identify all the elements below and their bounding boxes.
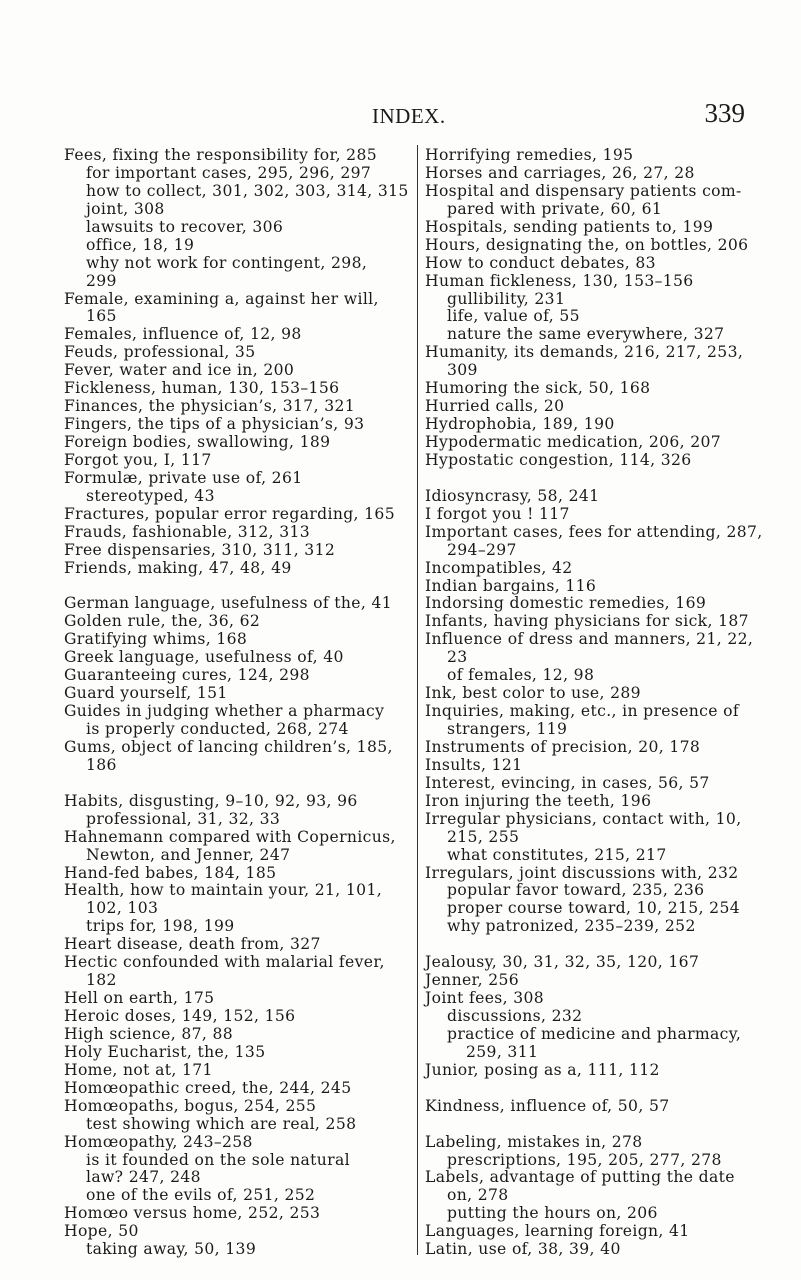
- index-subentry: 309: [447, 361, 478, 380]
- index-entry: Greek language, usefulness of, 40: [64, 648, 344, 667]
- index-entry: Holy Eucharist, the, 135: [64, 1042, 266, 1061]
- index-entry: Languages, learning foreign, 41: [425, 1222, 690, 1241]
- index-entry: Homœopaths, bogus, 254, 255: [64, 1096, 317, 1115]
- index-entry: I forgot you ! 117: [425, 504, 570, 523]
- index-subentry: proper course toward, 10, 215, 254: [447, 899, 740, 918]
- index-entry: Homœo versus home, 252, 253: [64, 1204, 321, 1223]
- left-index-column: [64, 147, 424, 1259]
- index-subentry: how to collect, 301, 302, 303, 314, 315: [86, 181, 409, 200]
- index-subentry: Newton, and Jenner, 247: [86, 845, 291, 864]
- index-entry: Humoring the sick, 50, 168: [425, 379, 651, 398]
- index-subentry: professional, 31, 32, 33: [86, 809, 281, 828]
- index-entry: Health, how to maintain your, 21, 101,: [64, 881, 383, 900]
- index-entry: Irregular physicians, contact with, 10,: [425, 809, 742, 828]
- index-entry: Inquiries, making, etc., in presence of: [425, 702, 740, 721]
- index-entry: Fees, fixing the responsibility for, 285: [64, 146, 377, 164]
- index-entry: Labeling, mistakes in, 278: [425, 1132, 643, 1151]
- section-gap: [425, 470, 785, 488]
- index-entry: Iron injuring the teeth, 196: [425, 791, 652, 810]
- index-entry: Hospitals, sending patients to, 199: [425, 217, 714, 236]
- index-entry: Indian bargains, 116: [425, 576, 597, 595]
- index-subentry: why not work for contingent, 298,: [86, 253, 368, 272]
- index-subentry: putting the hours on, 206: [447, 1204, 658, 1223]
- index-entry: How to conduct debates, 83: [425, 253, 656, 272]
- index-entry: Feuds, professional, 35: [64, 343, 256, 362]
- index-entry: Home, not at, 171: [64, 1060, 213, 1079]
- index-subentry: 294–297: [447, 540, 517, 559]
- index-subentry: on, 278: [447, 1186, 509, 1205]
- index-entry: Junior, posing as a, 111, 112: [425, 1060, 660, 1079]
- index-subentry: pared with private, 60, 61: [447, 199, 663, 218]
- index-subentry: 259, 311: [466, 1042, 539, 1061]
- index-entry: Gums, object of lancing children’s, 185,: [64, 737, 393, 756]
- index-entry: Heroic doses, 149, 152, 156: [64, 1007, 296, 1025]
- index-entry: Fractures, popular error regarding, 165: [64, 504, 395, 523]
- section-gap: [425, 1116, 785, 1134]
- section-gap: [64, 775, 424, 793]
- index-entry: Kindness, influence of, 50, 57: [425, 1096, 670, 1115]
- index-entry: Horrifying remedies, 195: [425, 146, 634, 164]
- index-entry: Frauds, fashionable, 312, 313: [64, 522, 311, 541]
- index-entry: Human fickleness, 130, 153–156: [425, 271, 694, 290]
- index-entry: Instruments of precision, 20, 178: [425, 737, 701, 756]
- index-subentry: life, value of, 55: [447, 307, 580, 326]
- section-gap: [64, 578, 424, 596]
- page-number: 339: [704, 98, 745, 128]
- index-entry: Gratifying whims, 168: [64, 630, 248, 649]
- index-entry: Hypodermatic medication, 206, 207: [425, 433, 722, 451]
- index-entry: Golden rule, the, 36, 62: [64, 612, 261, 631]
- index-subentry: nature the same everywhere, 327: [447, 325, 725, 344]
- section-gap: [425, 1080, 785, 1098]
- index-entry: Fever, water and ice in, 200: [64, 361, 295, 380]
- running-head: INDEX.: [372, 104, 446, 128]
- index-entry: Hope, 50: [64, 1222, 139, 1241]
- index-entry: Idiosyncrasy, 58, 241: [425, 486, 600, 505]
- index-entry: Heart disease, death from, 327: [64, 935, 321, 954]
- index-entry: Friends, making, 47, 48, 49: [64, 558, 292, 577]
- index-entry: Important cases, fees for attending, 287,: [425, 522, 763, 541]
- index-entry: Hand-fed babes, 184, 185: [64, 863, 277, 882]
- index-entry: Hectic confounded with malarial fever,: [64, 953, 385, 972]
- index-subentry: law? 247, 248: [86, 1168, 201, 1187]
- index-subentry: prescriptions, 195, 205, 277, 278: [447, 1150, 722, 1169]
- index-entry: Influence of dress and manners, 21, 22,: [425, 630, 754, 649]
- index-entry: High science, 87, 88: [64, 1024, 234, 1043]
- index-subentry: is it founded on the sole natural: [86, 1150, 350, 1169]
- index-subentry: why patronized, 235–239, 252: [447, 917, 696, 936]
- index-entry: Habits, disgusting, 9–10, 92, 93, 96: [64, 791, 358, 810]
- index-subentry: popular favor toward, 235, 236: [447, 881, 705, 900]
- index-entry: Fickleness, human, 130, 153–156: [64, 379, 340, 398]
- section-gap: [425, 936, 785, 954]
- index-entry: Forgot you, I, 117: [64, 450, 212, 469]
- index-subentry: test showing which are real, 258: [86, 1114, 357, 1133]
- index-entry: Irregulars, joint discussions with, 232: [425, 863, 739, 882]
- index-entry: Joint fees, 308: [425, 989, 545, 1008]
- index-entry: Hell on earth, 175: [64, 989, 215, 1008]
- index-entry: Formulæ, private use of, 261: [64, 468, 303, 487]
- index-entry: Insults, 121: [425, 755, 523, 774]
- index-entry: Humanity, its demands, 216, 217, 253,: [425, 343, 744, 362]
- index-subentry: what constitutes, 215, 217: [447, 845, 667, 864]
- index-entry: Homœopathy, 243–258: [64, 1132, 253, 1151]
- index-entry: Homœopathic creed, the, 244, 245: [64, 1078, 352, 1097]
- index-entry: Female, examining a, against her will,: [64, 289, 379, 308]
- index-entry: Guaranteeing cures, 124, 298: [64, 666, 310, 685]
- index-entry: Jealousy, 30, 31, 32, 35, 120, 167: [425, 953, 700, 972]
- index-subentry: trips for, 198, 199: [86, 917, 235, 936]
- index-subentry: 182: [86, 971, 117, 990]
- index-subentry: 186: [86, 755, 117, 774]
- index-entry: Females, influence of, 12, 98: [64, 325, 302, 344]
- index-entry: Incompatibles, 42: [425, 558, 573, 577]
- index-entry: Guard yourself, 151: [64, 684, 228, 703]
- index-entry: Hours, designating the, on bottles, 206: [425, 235, 749, 254]
- index-subentry: taking away, 50, 139: [86, 1240, 257, 1259]
- index-subentry: office, 18, 19: [86, 235, 195, 254]
- index-subentry: 215, 255: [447, 827, 520, 846]
- index-entry: Hospital and dispensary patients com-: [425, 181, 742, 200]
- index-entry: Guides in judging whether a pharmacy: [64, 702, 385, 721]
- index-entry: Labels, advantage of putting the date: [425, 1168, 735, 1187]
- right-index-column: [417, 145, 785, 1259]
- index-entry: Free dispensaries, 310, 311, 312: [64, 540, 336, 559]
- index-entry: Hahnemann compared with Copernicus,: [64, 827, 396, 846]
- index-entry: Indorsing domestic remedies, 169: [425, 594, 707, 613]
- index-entry: Jenner, 256: [425, 971, 520, 990]
- index-entry: Infants, having physicians for sick, 187: [425, 612, 749, 631]
- index-entry: Horses and carriages, 26, 27, 28: [425, 163, 695, 182]
- index-entry: Hydrophobia, 189, 190: [425, 415, 615, 434]
- index-entry: Latin, use of, 38, 39, 40: [425, 1240, 621, 1259]
- index-entry: Hypostatic congestion, 114, 326: [425, 450, 692, 469]
- index-subentry: joint, 308: [86, 199, 165, 218]
- index-subentry: 165: [86, 307, 117, 326]
- index-subentry: discussions, 232: [447, 1007, 583, 1025]
- index-subentry: 299: [86, 271, 117, 290]
- page-header: [0, 58, 801, 128]
- index-subentry: gullibility, 231: [447, 289, 566, 308]
- index-subentry: strangers, 119: [447, 720, 568, 738]
- index-subentry: 102, 103: [86, 899, 159, 918]
- index-entry: Finances, the physician’s, 317, 321: [64, 397, 356, 416]
- right-index-column-entries: [425, 145, 785, 1259]
- index-entry: Hurried calls, 20: [425, 397, 565, 416]
- index-entry: Fingers, the tips of a physician’s, 93: [64, 415, 365, 434]
- index-subentry: is properly conducted, 268, 274: [86, 720, 349, 738]
- index-subentry: of females, 12, 98: [447, 666, 595, 685]
- index-subentry: lawsuits to recover, 306: [86, 217, 284, 236]
- index-subentry: one of the evils of, 251, 252: [86, 1186, 316, 1205]
- index-entry: German language, usefulness of the, 41: [64, 594, 393, 613]
- index-subentry: practice of medicine and pharmacy,: [447, 1024, 742, 1043]
- index-subentry: 23: [447, 648, 468, 667]
- index-entry: Interest, evincing, in cases, 56, 57: [425, 773, 710, 792]
- index-subentry: stereotyped, 43: [86, 486, 215, 505]
- index-entry: Ink, best color to use, 289: [425, 684, 641, 703]
- index-entry: Foreign bodies, swallowing, 189: [64, 433, 331, 451]
- index-subentry: for important cases, 295, 296, 297: [86, 163, 372, 182]
